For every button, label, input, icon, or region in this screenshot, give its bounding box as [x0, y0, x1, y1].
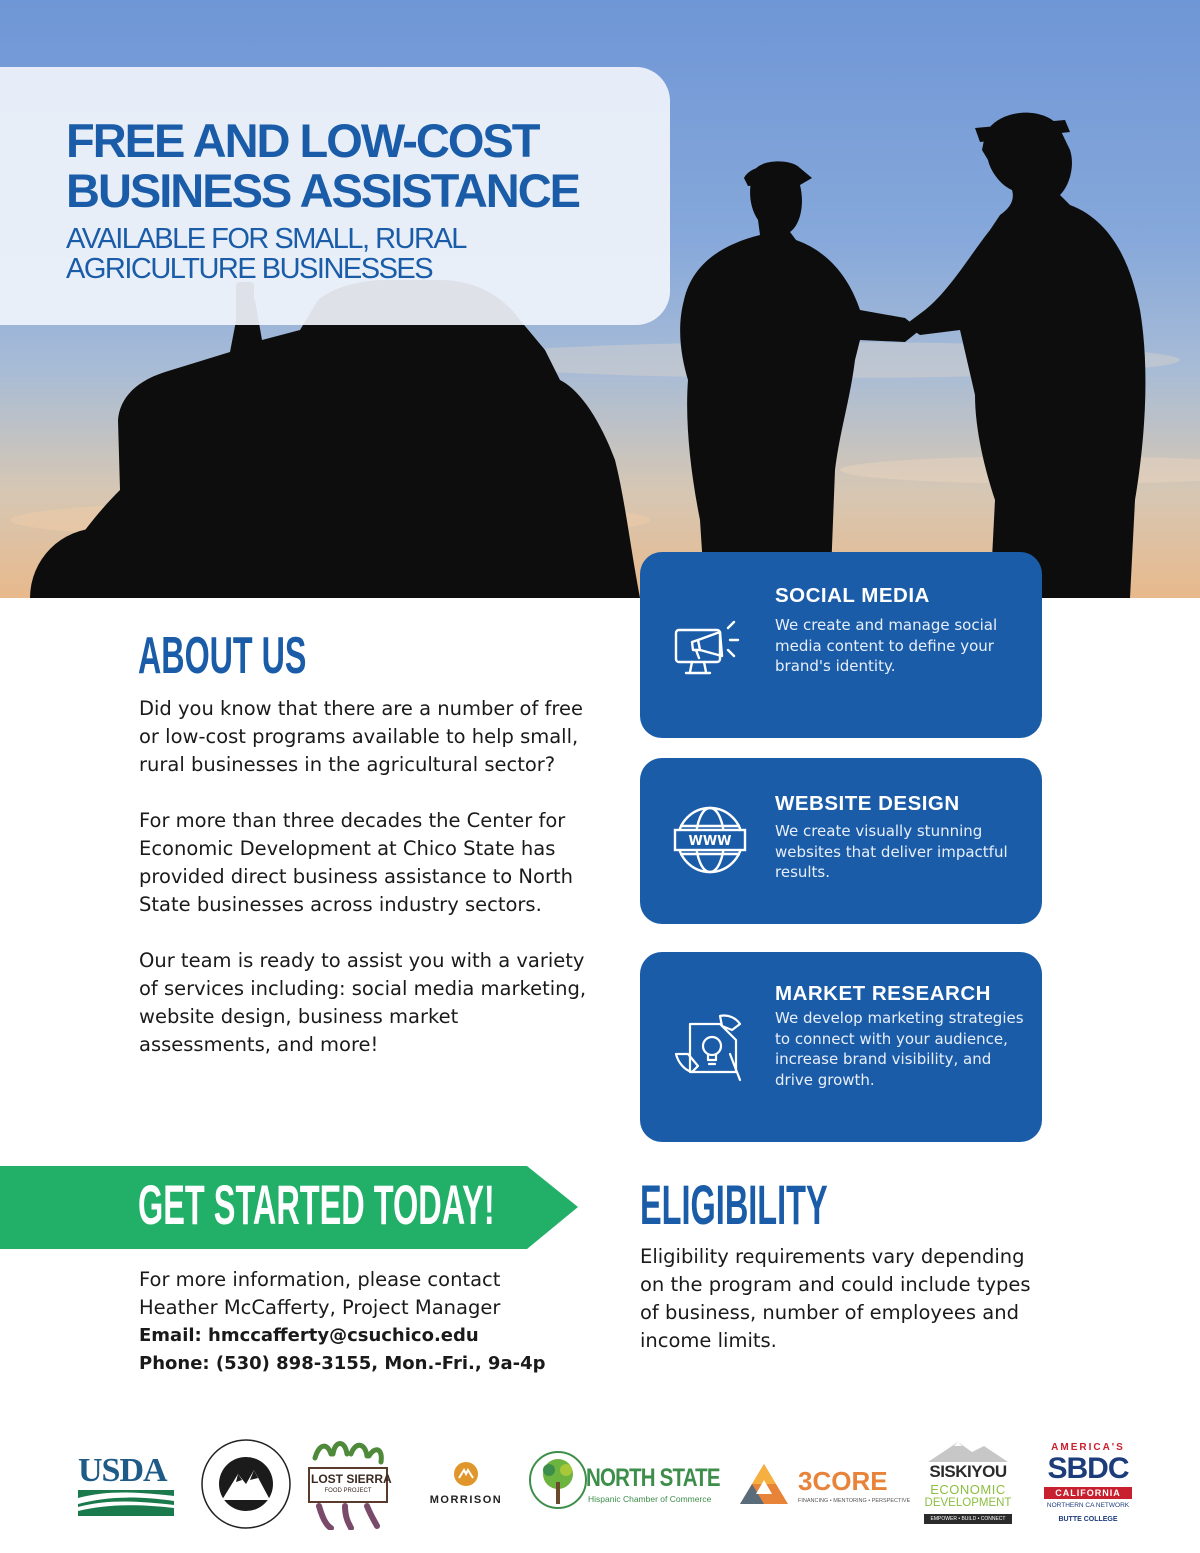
siskiyou-text-2: ECONOMIC: [930, 1482, 1006, 1497]
www-globe-icon: [672, 802, 748, 878]
page-subtitle: AVAILABLE FOR SMALL, RURAL AGRICULTURE BUSINESSES: [66, 223, 465, 285]
eligibility-heading: ELIGIBILITY: [640, 1173, 828, 1236]
svg-text:WWW: WWW: [688, 834, 732, 849]
three-core-logo: [738, 1462, 911, 1514]
usda-field-icon: [78, 1490, 174, 1516]
lost-sierra-text: LOST SIERRA: [311, 1472, 392, 1486]
usda-logo: [78, 1452, 174, 1516]
about-paragraph: Did you know that there are a number of free or low-cost programs available to help small, rural businesses in the agricultural sector?: [139, 697, 583, 776]
morrison-logo: [424, 1462, 508, 1512]
about-body: [139, 695, 589, 1087]
service-text: We create visually stunning websites that deliver impactful results.: [775, 822, 1008, 881]
service-card-social-media: [640, 552, 1042, 738]
morrison-mark-icon: [454, 1462, 478, 1486]
tree-icon: [528, 1450, 588, 1510]
north-state-sub: Hispanic Chamber of Commerce: [588, 1494, 712, 1504]
eligibility-text: Eligibility requirements vary depending on the program and could include types of business, number of employees and income limits.: [640, 1245, 1031, 1352]
sbdc-text: SBDC: [1047, 1452, 1129, 1485]
usda-logo-text: USDA: [78, 1452, 167, 1489]
mountain-seal-icon: [200, 1438, 292, 1530]
idea-hands-icon: [672, 1010, 748, 1086]
contact-line: For more information, please contact: [139, 1268, 501, 1291]
service-title: SOCIAL MEDIA: [775, 584, 930, 607]
partner-logos: [0, 1432, 1200, 1532]
north-state-logo: [528, 1444, 720, 1520]
about-paragraph: For more than three decades the Center for Economic Development at Chico State has provided direct business assistance to North State businesses across industry sectors.: [139, 809, 573, 916]
mountain-icon: [928, 1440, 1008, 1462]
triangle-mark-icon: [738, 1462, 790, 1506]
sbdc-logo: [1040, 1442, 1136, 1530]
lost-sierra-sub: FOOD PROJECT: [324, 1488, 372, 1494]
siskiyou-sub: EMPOWER • BUILD • CONNECT: [924, 1514, 1012, 1524]
three-core-sub: FINANCING • MENTORING • PERSPECTIVE: [798, 1498, 911, 1504]
megaphone-monitor-icon: [672, 610, 748, 686]
contact-phone[interactable]: Phone: (530) 898-3155, Mon.-Fri., 9a-4p: [139, 1353, 546, 1374]
contact-email[interactable]: Email: hmccafferty@csuchico.edu: [139, 1325, 479, 1346]
lost-sierra-logo: [305, 1440, 391, 1530]
get-started-heading: GET STARTED TODAY!: [138, 1173, 495, 1236]
service-text: We develop marketing strategies to connect with your audience, increase brand visibility, and drive growth.: [775, 1009, 1024, 1089]
hero-banner: [0, 0, 1200, 598]
nspdc-logo-text: [200, 1526, 292, 1527]
sbdc-host-text: BUTTE COLLEGE: [1058, 1516, 1118, 1523]
siskiyou-text-1: SISKIYOU: [929, 1462, 1007, 1481]
contact-name: Heather McCafferty, Project Manager: [139, 1296, 501, 1319]
morrison-text: MORRISON: [429, 1494, 503, 1506]
siskiyou-logo: [920, 1440, 1016, 1526]
sbdc-network-text: NORTHERN CA NETWORK: [1046, 1502, 1130, 1509]
page-title: FREE AND LOW-COST BUSINESS ASSISTANCE: [66, 114, 580, 217]
about-paragraph: Our team is ready to assist you with a variety of services including: social media marketing, website design, business market assessments, and more!: [139, 949, 587, 1056]
sbdc-state-text: CALIFORNIA: [1044, 1487, 1132, 1499]
service-card-website-design: [640, 758, 1042, 924]
contact-block: [139, 1266, 589, 1378]
sbdc-top-text: AMERICA'S: [1051, 1442, 1125, 1453]
siskiyou-text-3: DEVELOPMENT: [924, 1497, 1012, 1509]
service-text: We create and manage social media content to define your brand's identity.: [775, 616, 998, 675]
north-state-text: NORTH STATE: [586, 1464, 720, 1492]
service-title: MARKET RESEARCH: [775, 982, 991, 1005]
service-card-market-research: [640, 952, 1042, 1142]
nspdc-logo: [200, 1438, 292, 1530]
about-heading: ABOUT US: [138, 627, 307, 685]
service-title: WEBSITE DESIGN: [775, 792, 960, 815]
three-core-text: 3CORE: [798, 1466, 888, 1496]
